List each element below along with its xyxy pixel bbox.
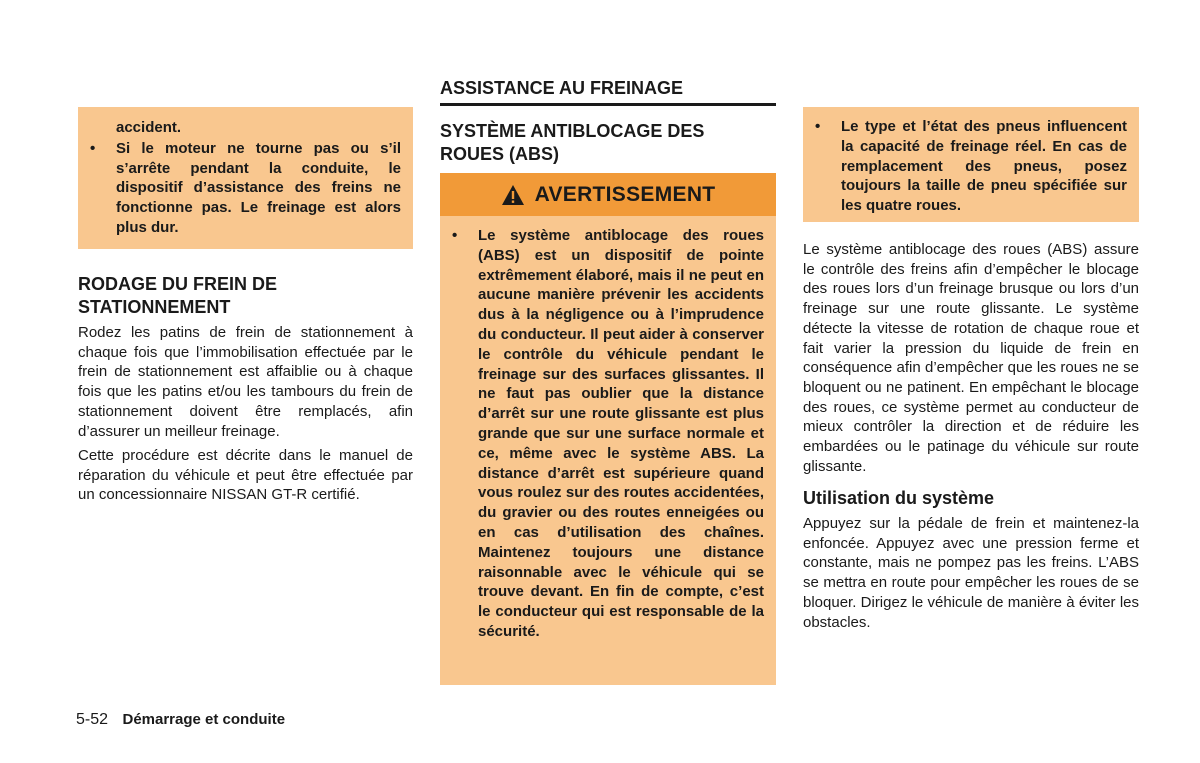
page-footer bbox=[76, 710, 285, 730]
tire-caution-box bbox=[803, 107, 1139, 222]
chapter-title: Démarrage et conduite bbox=[122, 711, 286, 728]
warning-triangle-icon bbox=[501, 184, 525, 206]
warning-body bbox=[440, 216, 776, 650]
parking-brake-heading: RODAGE DU FREIN DE STATIONNEMENT bbox=[78, 274, 278, 317]
system-use-subheading: Utilisation du système bbox=[803, 488, 995, 508]
system-use-paragraph: Appuyez sur la pédale de frein et maintenez-la enfoncée. Appuyez avec une pression ferme et constante, mais ne pompez pas les freins. L’ABS se mettra en route pour empêcher les roues de se bloquer. Dirigez le véhicule de manière à éviter les obstacles. bbox=[803, 515, 1139, 631]
abs-description-paragraph: Le système antiblocage des roues (ABS) assure le contrôle des freins afin d’empêcher le blocage des roues lors d’un freinage brusque ou lors d’un freinage sur une route glissante. Le système détecte la vitesse de rotation de chaque roue et fait varier la pression du liquide de frein en conséquence afin d’empêcher que les roues ne se bloquent ou ne patinent. En empêchant le blocage des roues, ce système permet au conducteur de mieux contrôler la direction et de réduire les embardées ou le patinage du véhicule sur route glissante. bbox=[803, 241, 1139, 475]
warning-header bbox=[440, 173, 776, 216]
abs-heading: SYSTÈME ANTIBLOCAGE DES ROUES (ABS) bbox=[440, 121, 705, 164]
warning-title: AVERTISSEMENT bbox=[534, 182, 716, 206]
parking-brake-paragraph-1: Rodez les patins de frein de stationnement à chaque fois que l’immobilisation effectuée par le frein de stationnement est affaiblie ou à chaque fois que les patins et/ou les tambours du frein de stationnement doivent être remplacés, afin d’assurer un meilleur freinage. bbox=[78, 324, 413, 440]
section-title: ASSISTANCE AU FREINAGE bbox=[440, 77, 776, 106]
warning-box bbox=[440, 173, 776, 685]
warning-list bbox=[440, 226, 764, 642]
tire-caution-list bbox=[803, 117, 1127, 216]
caution-box-continued bbox=[78, 107, 413, 249]
parking-brake-paragraph-2: Cette procédure est décrite dans le manuel de réparation du véhicule et peut être effectuée par un concessionnaire NISSAN GT-R certifié. bbox=[78, 447, 413, 504]
caution-continuation-text: accident. bbox=[116, 119, 182, 136]
page-number: 5-52 bbox=[76, 711, 109, 728]
tire-caution-bullet: • Le type et l’état des pneus influencent la capacité de freinage réel. En cas de remplacement des pneus, posez toujours la taille de pneu spécifiée sur les quatre roues. bbox=[803, 117, 1127, 216]
caution-list bbox=[78, 139, 401, 238]
caution-bullet: • Si le moteur ne tourne pas ou s’il s’arrête pendant la conduite, le dispositif d’assistance des freins ne fonctionne pas. Le freinage est alors plus dur. bbox=[78, 139, 401, 238]
warning-bullet: • Le système antiblocage des roues (ABS) est un dispositif de pointe extrêmement élaboré, mais il ne peut en aucune manière prévenir les accidents dus à la négligence ou à l’imprudence du conducteur. Il peut aider à conserver le contrôle du véhicule pendant le freinage sur des surfaces glissantes. Il ne faut pas oublier que la distance d’arrêt sur une route glissante est plus grande que sur une surface normale et ce, même avec le système ABS. La distance d’arrêt est supérieure quand vous roulez sur des routes accidentées, du gravier ou des routes enneigées ou en cas d’utilisation des chaînes. Maintenez toujours une distance raisonnable avec le véhicule qui se trouve devant. En fin de compte, c’est le conducteur qui est responsable de la sécurité. bbox=[440, 226, 764, 642]
